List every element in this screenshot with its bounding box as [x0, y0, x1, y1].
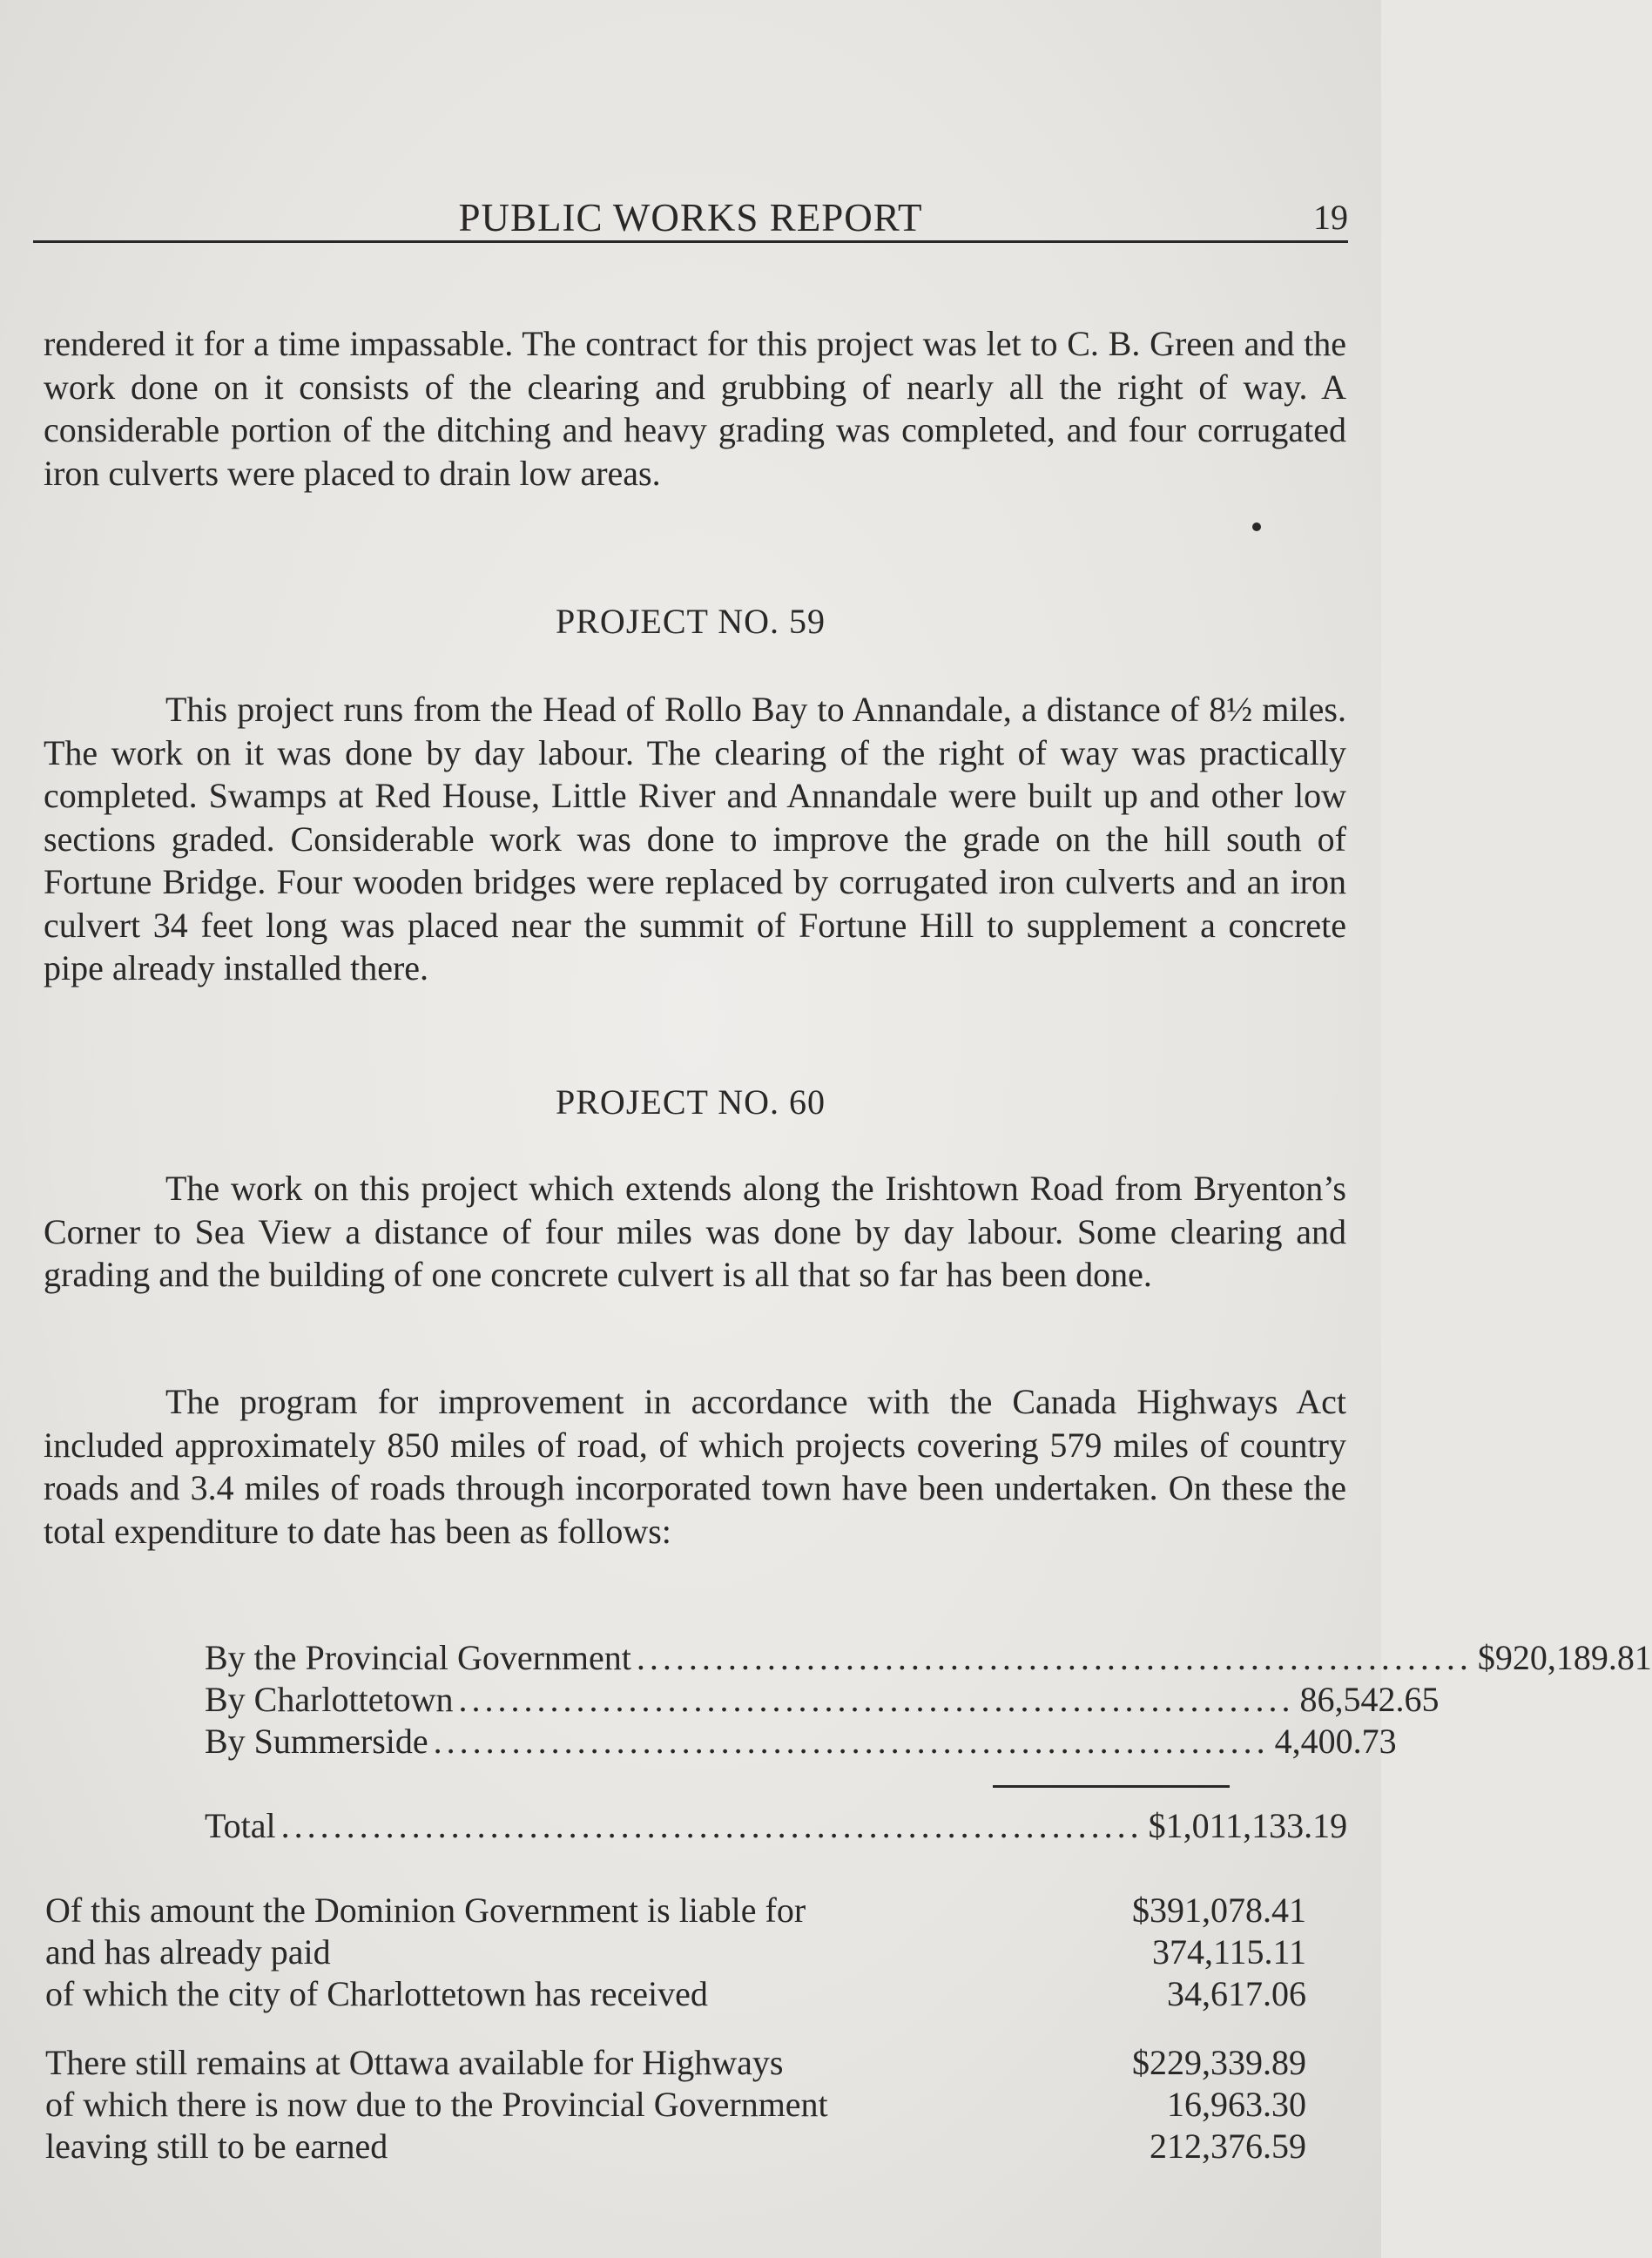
project-59-heading: PROJECT NO. 59	[556, 602, 826, 641]
project-60-heading: PROJECT NO. 60	[556, 1082, 826, 1122]
expenditure-amount: 4,400.73	[1274, 1722, 1397, 1761]
total-label: Total	[205, 1806, 276, 1845]
ottawa-row	[45, 2042, 1306, 2084]
dominion-label: Of this amount the Dominion Government is liable for	[45, 1891, 806, 1930]
expenditure-row	[205, 1637, 1652, 1679]
program-paragraph: The program for improvement in accordance with the Canada Highways Act included approximately 850 miles of road, of which projects covering 579 miles of country roads and 3.4 miles of roads through incorporated town have been undertaken. On these the total expenditure to date has been as follows:	[44, 1382, 1346, 1551]
dot-leader: ................................................................	[636, 1638, 1473, 1677]
dominion-row	[45, 1890, 1306, 1931]
ottawa-row	[45, 2084, 1306, 2126]
page-header	[33, 190, 1348, 243]
dominion-amount: $391,078.41	[1132, 1891, 1306, 1930]
dominion-amount: 374,115.11	[1151, 1932, 1306, 1972]
dominion-label: of which the city of Charlottetown has received	[45, 1974, 708, 2013]
expenditure-amount: $920,189.81	[1477, 1638, 1652, 1677]
page-number: 19	[1313, 198, 1348, 237]
project-59-paragraph	[44, 688, 1346, 990]
expenditure-row	[205, 1679, 1440, 1721]
ottawa-label: leaving still to be earned	[45, 2127, 388, 2166]
expenditure-label: By Summerside	[205, 1722, 428, 1761]
dominion-label: and has already paid	[45, 1932, 331, 1972]
distance-fraction: ½	[1226, 690, 1253, 729]
ottawa-label: of which there is now due to the Provincial Government	[45, 2085, 828, 2124]
dominion-row	[45, 1973, 1306, 2015]
expenditure-amount: 86,542.65	[1299, 1680, 1440, 1719]
dominion-amount: 34,617.06	[1167, 1974, 1306, 2013]
ottawa-label: There still remains at Ottawa available for Highways	[45, 2043, 784, 2082]
dot-leader: ..................................................................	[280, 1806, 1143, 1845]
dot-leader: ................................................................	[458, 1680, 1295, 1719]
ottawa-amount: 212,376.59	[1150, 2127, 1306, 2166]
running-title: PUBLIC WORKS REPORT	[458, 196, 923, 239]
ottawa-amount: 16,963.30	[1167, 2085, 1306, 2124]
expenditure-total-row	[205, 1805, 1348, 1847]
total-amount: $1,011,133.19	[1148, 1806, 1348, 1845]
expenditure-label: By the Provincial Government	[205, 1638, 631, 1677]
total-rule	[993, 1785, 1230, 1788]
expenditure-label: By Charlottetown	[205, 1680, 454, 1719]
dominion-row	[45, 1931, 1306, 1973]
intro-paragraph: rendered it for a time impassable. The contract for this project was let to C. B. Green and the work done on it consists of the clearing and grubbing of nearly all the right of way. A considerable portion of the ditching and heavy grading was completed, and four corrugated iron culverts were placed to drain low areas.	[44, 324, 1346, 493]
expenditure-row	[205, 1721, 1397, 1763]
ottawa-row	[45, 2126, 1306, 2167]
project-60-paragraph: The work on this project which extends along the Irishtown Road from Bryenton’s Corner to Sea View a distance of four miles was done by day labour. Some clearing and grading and the building of one concrete culvert is all that so far has been done.	[44, 1169, 1346, 1294]
ottawa-amount: $229,339.89	[1132, 2043, 1306, 2082]
print-speck	[1252, 522, 1261, 531]
project-59-text-start: This project runs from the Head of Rollo Bay to Annandale, a distance of 8	[165, 690, 1227, 729]
dot-leader: ................................................................	[433, 1722, 1270, 1761]
project-59-text-end: miles. The work on it was done by day labour. The clearing of the right of way was practically completed. Swamps at Red House, Little River and Annandale were built up and other low sections graded. Considerable work was done to improve the grade on the hill south of Fortune Bridge. Four wooden bridges were replaced by corrugated iron culverts and an iron culvert 34 feet long was placed near the summit of Fortune Hill to supplement a concrete pipe already installed there.	[44, 690, 1346, 987]
